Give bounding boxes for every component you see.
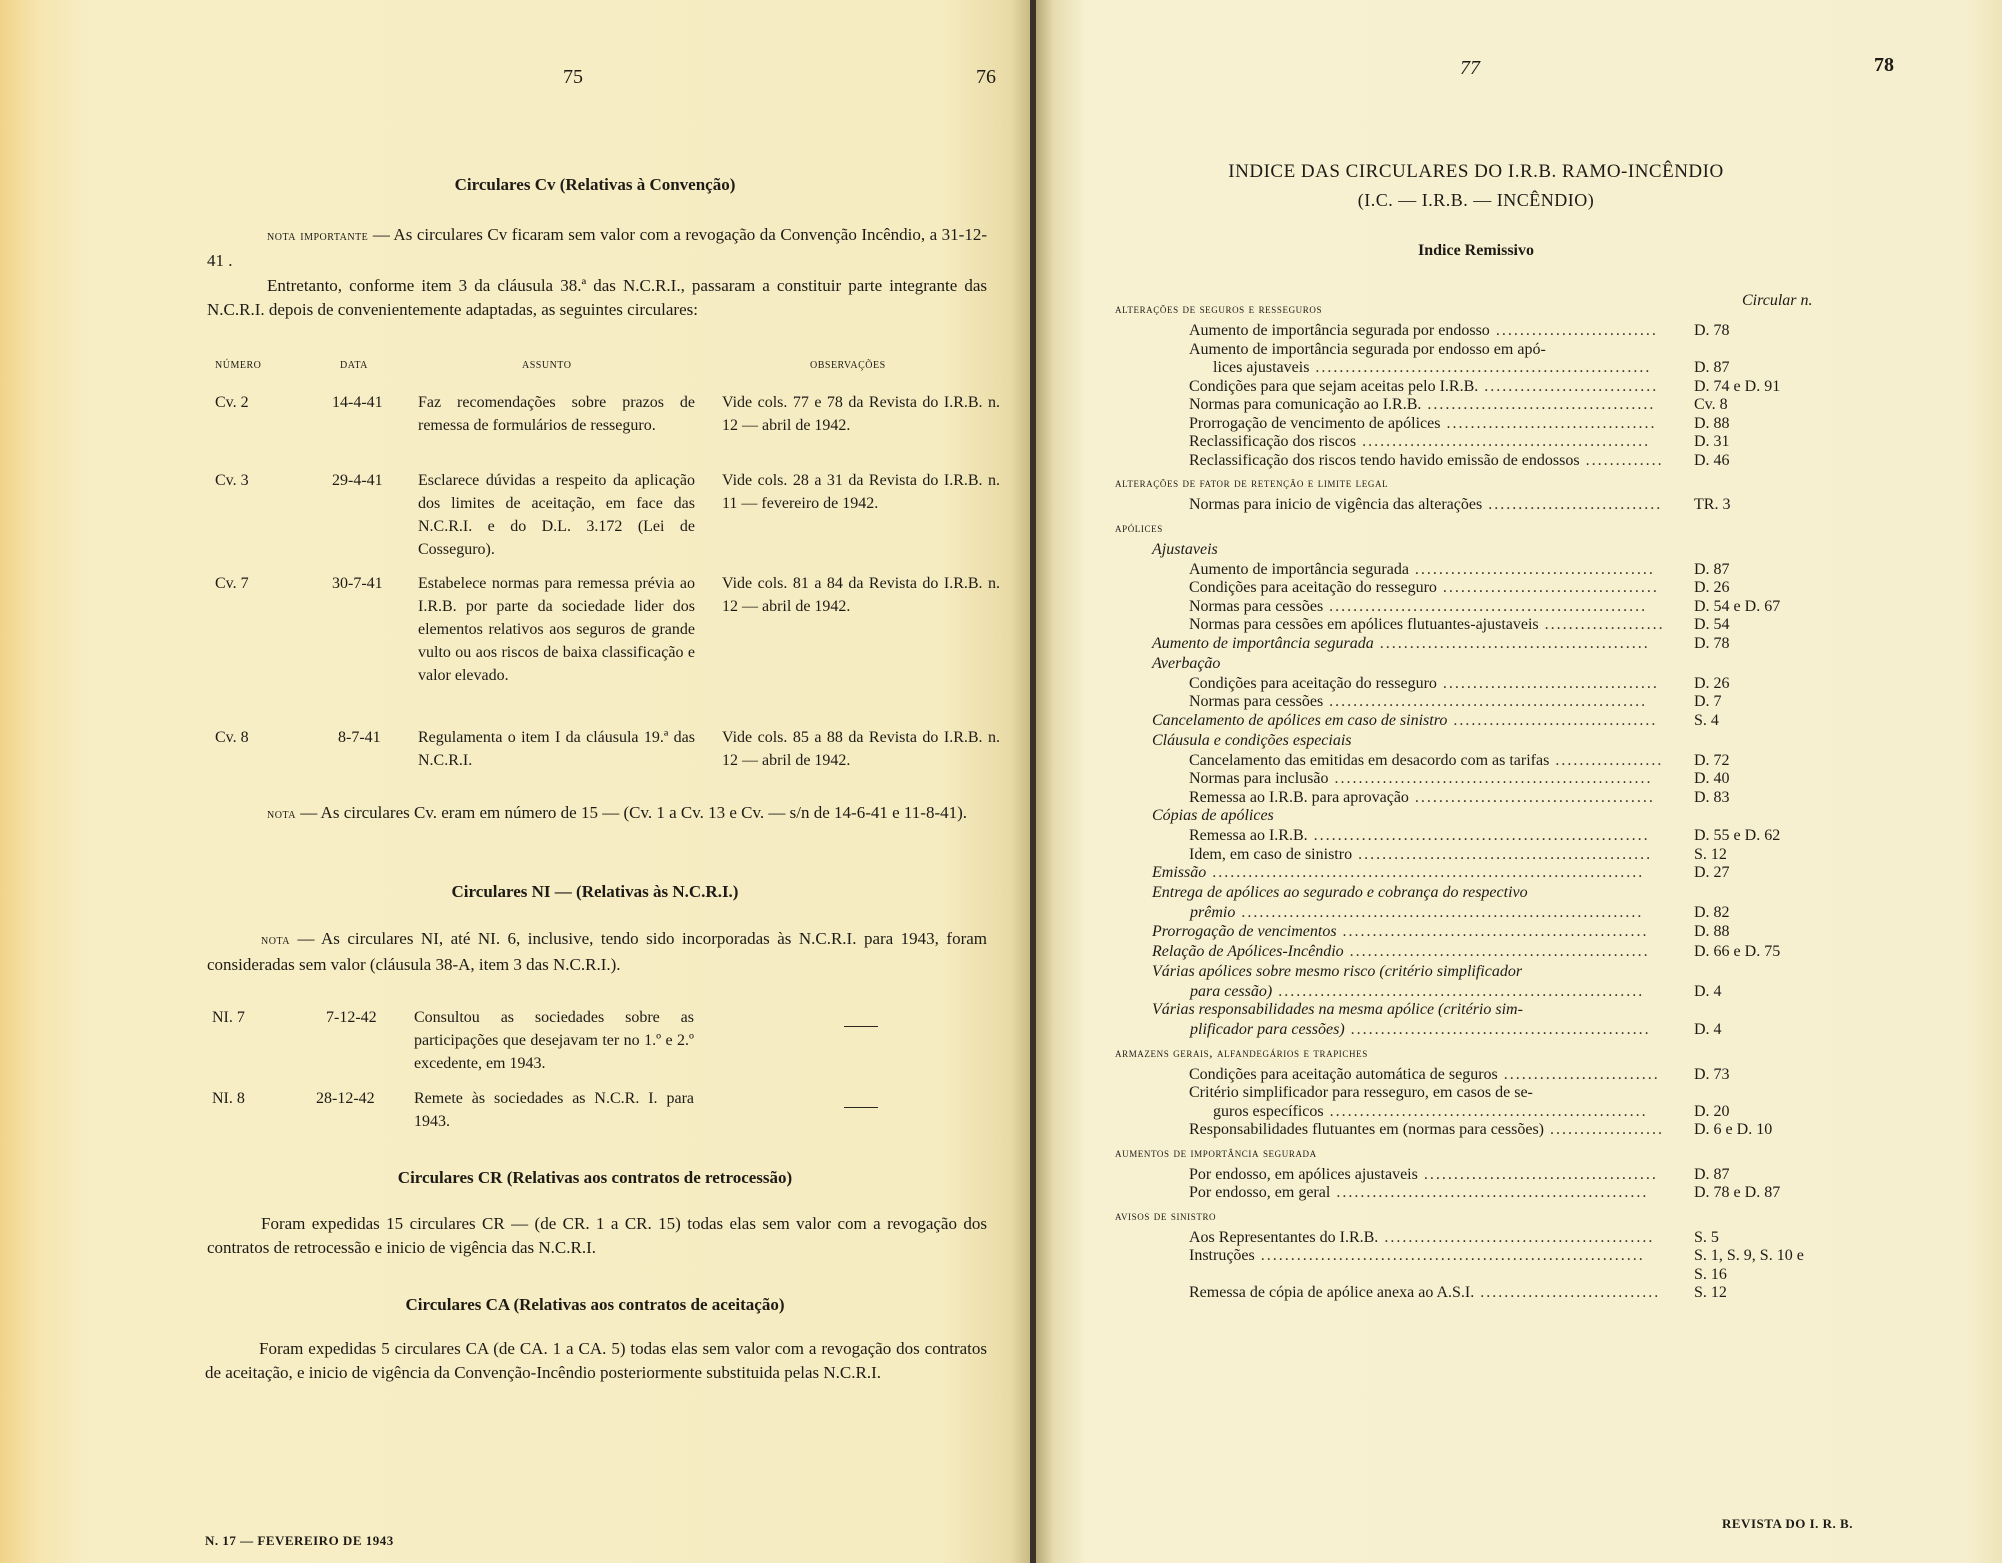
index-subsection — [1152, 864, 1644, 882]
index-subsection-continuation — [1190, 1021, 1651, 1039]
index-entry-text: prêmio — [1190, 904, 1236, 921]
cv-nota2-label: nota — [267, 807, 296, 822]
index-entry-text: Normas para cessões em apólices flutuantes-ajustaveis — [1189, 616, 1539, 633]
index-entry-text: Prorrogação de vencimento de apólices — [1189, 414, 1441, 432]
index-entry-text: apólices — [1115, 519, 1163, 535]
leader-dots: ................................... — [1440, 414, 1657, 432]
index-entry-text: Por endosso, em apólices ajustaveis — [1189, 1165, 1418, 1183]
index-circular-ref: D. 4 — [1694, 982, 1722, 1000]
leader-dots: ..................................................... — [1323, 1102, 1648, 1120]
col-header-observacoes: observações — [810, 357, 886, 372]
index-circular-ref: D. 31 — [1694, 433, 1730, 450]
index-entry — [1189, 675, 1659, 693]
index-entry — [1189, 846, 1652, 864]
index-entry-text: avisos de sinistro — [1115, 1207, 1217, 1223]
index-circular-ref: D. 27 — [1694, 864, 1730, 881]
leader-dots: .................................... — [1436, 579, 1659, 596]
leader-dots: ....................................... — [1417, 1165, 1658, 1183]
index-entry — [1189, 1284, 1660, 1302]
index-entry-text: guros específicos — [1213, 1102, 1324, 1120]
leader-dots: ............................. — [1482, 496, 1663, 513]
ni-nota — [207, 927, 987, 977]
col-header-numero: número — [215, 357, 262, 372]
index-entry — [1189, 1066, 1660, 1084]
circular-column-header: Circular n. — [1742, 292, 1813, 309]
ni-row-obs-dash — [844, 1017, 878, 1035]
leader-dots: ............................................................. — [1272, 982, 1645, 1000]
index-circular-ref: D. 66 e D. 75 — [1694, 942, 1781, 960]
index-entry-text: alterações de seguros e resseguros — [1115, 301, 1323, 316]
index-entry — [1189, 579, 1659, 597]
index-entry-text: aumentos de importância segurada — [1115, 1144, 1317, 1160]
index-entry-text: Remessa ao I.R.B. — [1189, 827, 1308, 844]
index-entry — [1189, 415, 1656, 433]
index-entry-text: Aumento de importância segurada por endosso — [1189, 322, 1490, 339]
ni-row-numero: NI. 7 — [212, 1009, 245, 1026]
index-subsection-continuation — [1190, 904, 1643, 922]
index-circular-ref: D. 26 — [1694, 674, 1730, 692]
index-entry-text: Aumento de importância segurada — [1189, 560, 1409, 578]
ni-nota-label: nota — [261, 933, 290, 948]
ni-row-assunto: Consultou as sociedades sobre as participações que desejavam ter no 1.º e 2.º excedente, em 1943. — [414, 1009, 694, 1072]
index-section-title — [1115, 300, 1322, 318]
index-entry — [1189, 378, 1658, 396]
index-entry — [1189, 1084, 1533, 1102]
index-entry — [1189, 1229, 1654, 1247]
ca-section-heading: Circulares CA (Relativas aos contratos de aceitação) — [405, 1295, 785, 1314]
index-entry-continuation — [1213, 359, 1651, 377]
index-entry-text: Reclassificação dos riscos — [1189, 433, 1357, 450]
index-circular-ref: D. 40 — [1694, 770, 1730, 787]
index-subsection — [1152, 807, 1274, 825]
index-entry-text: Várias apólices sobre mesmo risco (critério simplificador — [1152, 962, 1523, 980]
leader-dots: .................................................. — [1344, 1021, 1651, 1038]
index-section-title — [1115, 474, 1388, 492]
leader-dots: ........................... — [1489, 322, 1658, 339]
leader-dots: .................. — [1549, 751, 1664, 769]
index-circular-ref: D. 26 — [1694, 579, 1730, 596]
index-entry — [1189, 341, 1546, 359]
index-circular-ref: D. 78 e D. 87 — [1694, 1184, 1781, 1201]
index-entry-text: Reclassificação dos riscos tendo havido emissão de endossos — [1189, 451, 1580, 469]
index-circular-ref: D. 88 — [1694, 414, 1730, 432]
ni-row-numero: NI. 8 — [212, 1090, 245, 1107]
index-circular-ref: S. 5 — [1694, 1228, 1719, 1246]
index-subsection-continuation — [1190, 983, 1644, 1001]
index-subsection — [1152, 943, 1650, 961]
cv-row-data: 30-7-41 — [332, 575, 383, 592]
index-entry — [1189, 693, 1647, 711]
cv-row-data: 8-7-41 — [338, 729, 381, 746]
leader-dots: .......................... — [1497, 1065, 1660, 1083]
cr-section-text: Foram expedidas 15 circulares CR — (de CR. 1 a CR. 15) todas elas sem valor com a revogação dos contratos de retrocessão e inicio de vigência das N.C.R.I. — [207, 1214, 987, 1257]
leader-dots: .............................. — [1474, 1284, 1661, 1301]
cv-row-numero: Cv. 3 — [215, 472, 249, 489]
index-section-title — [1115, 1044, 1368, 1062]
index-entry-text: Cancelamento das emitidas em desacordo com as tarifas — [1189, 751, 1550, 769]
index-title: INDICE DAS CIRCULARES DO I.R.B. RAMO-INCÊNDIO — [1228, 161, 1724, 182]
cv-row-data: 14-4-41 — [332, 394, 383, 411]
page-footer-left: N. 17 — FEVEREIRO DE 1943 — [205, 1533, 394, 1548]
index-circular-ref: D. 54 e D. 67 — [1694, 597, 1781, 615]
index-entry-text: Cancelamento de apólices em caso de sinistro — [1152, 711, 1448, 729]
ca-section-text: Foram expedidas 5 circulares CA (de CA. 1 a CA. 5) todas elas sem valor com a revogação dos contratos de aceitação, e inicio de vigência da Convenção-Incêndio posteriormente substituida pelas N.C.R.I. — [205, 1339, 987, 1382]
cv-row-obs: Vide cols. 28 a 31 da Revista do I.R.B. n. 11 — fevereiro de 1942. — [722, 472, 1000, 512]
index-entry-text: Relação de Apólices-Incêndio — [1152, 942, 1344, 960]
index-entry-continuation — [1213, 1103, 1648, 1121]
index-entry-text: Remessa de cópia de apólice anexa ao A.S.I. — [1189, 1284, 1475, 1301]
index-entry-text: Emissão — [1152, 864, 1207, 881]
cv-row-data: 29-4-41 — [332, 472, 383, 489]
leader-dots: ........................................ — [1408, 560, 1655, 578]
index-entry — [1189, 752, 1663, 770]
page-number-78: 78 — [1874, 54, 1894, 76]
leader-dots: .................................................... — [1330, 1184, 1649, 1201]
cv-row-numero: Cv. 2 — [215, 394, 249, 411]
leader-dots: .................... — [1538, 616, 1665, 633]
cv-nota-text: — As circulares Cv ficaram sem valor com a revogação da Convenção Incêndio, a 31-12-41 . — [207, 225, 988, 270]
index-subsection — [1152, 1001, 1523, 1019]
leader-dots: ........................................ — [1408, 788, 1655, 806]
index-entry-text: Ajustaveis — [1152, 540, 1218, 558]
leader-dots: ................................................................... — [1235, 904, 1644, 921]
index-circular-ref: S. 12 — [1694, 1284, 1727, 1301]
index-entry — [1189, 433, 1650, 451]
index-section-title — [1115, 1207, 1216, 1225]
leader-dots: ..................................................... — [1328, 770, 1653, 787]
index-entry — [1189, 322, 1658, 340]
index-subsection — [1152, 655, 1220, 673]
index-entry-text: Entrega de apólices ao segurado e cobrança do respectivo — [1152, 884, 1528, 901]
leader-dots: ..................................................... — [1323, 597, 1648, 615]
leader-dots: ............. — [1579, 451, 1664, 469]
cv-row-assunto: Esclarece dúvidas a respeito da aplicação dos limites de aceitação, em face das N.C.R.I. e do D.L. 3.172 (Lei de Cosseguro). — [418, 472, 695, 558]
index-entry — [1189, 452, 1664, 470]
index-subsection — [1152, 712, 1657, 730]
leader-dots: .................................... — [1436, 674, 1659, 692]
index-circular-ref: D. 83 — [1694, 788, 1730, 806]
index-entry-text: para cessão) — [1190, 982, 1273, 1000]
cv-section-heading: Circulares Cv (Relativas à Convenção) — [454, 175, 736, 194]
index-subsection — [1152, 923, 1649, 941]
index-entry-text: Várias responsabilidades na mesma apólice (critério sim- — [1152, 1001, 1523, 1018]
ni-row-assunto: Remete às sociedades as N.C.R. I. para 1943. — [414, 1090, 694, 1130]
index-circular-ref: S. 1, S. 9, S. 10 e — [1694, 1247, 1804, 1264]
index-title-subline: (I.C. — I.R.B. — INCÊNDIO) — [1357, 190, 1595, 210]
index-entry-text: Normas para inicio de vigência das alterações — [1189, 496, 1483, 513]
leader-dots: ............................................. — [1378, 1228, 1655, 1246]
index-entry — [1189, 561, 1655, 579]
leader-dots: ................... — [1544, 1121, 1665, 1138]
index-entry — [1189, 616, 1665, 634]
leader-dots: ................................................ — [1356, 433, 1651, 450]
index-entry — [1189, 827, 1650, 845]
leader-dots: .................................................. — [1343, 942, 1650, 960]
ni-nota-text: — As circulares NI, até NI. 6, inclusive, tendo sido incorporadas às N.C.R.I. para 1943, foram consideradas sem valor (cláusula 38-A, item 3 das N.C.R.I.). — [207, 929, 987, 974]
cv-row-numero: Cv. 8 — [215, 729, 249, 746]
page-number-77: 77 — [1460, 57, 1480, 79]
index-entry — [1189, 1247, 1645, 1265]
index-entry — [1189, 1166, 1658, 1184]
leader-dots: ................................................................ — [1254, 1247, 1645, 1264]
cv-row-numero: Cv. 7 — [215, 575, 249, 592]
leader-dots: ...................................... — [1421, 396, 1656, 413]
leader-dots: ..................................................... — [1323, 693, 1648, 710]
index-entry-text: Responsabilidades flutuantes em (normas para cessões) — [1189, 1121, 1545, 1138]
index-entry-text: Averbação — [1152, 654, 1221, 672]
cv-row-obs: Vide cols. 77 e 78 da Revista do I.R.B. n. 12 — abril de 1942. — [722, 394, 1000, 434]
page-number-76: 76 — [976, 66, 996, 88]
index-circular-ref: D. 74 e D. 91 — [1694, 377, 1781, 395]
index-entry-text: lices ajustaveis — [1213, 359, 1310, 376]
leader-dots: ........................................................ — [1309, 359, 1652, 376]
index-subsection — [1152, 732, 1352, 750]
index-entry-text: Aumento de importância segurada — [1152, 634, 1374, 652]
index-subsection — [1152, 963, 1522, 981]
leader-dots: ................................................. — [1352, 845, 1653, 863]
index-entry-text: Normas para cessões — [1189, 597, 1324, 615]
index-circular-ref: D. 72 — [1694, 751, 1730, 769]
index-entry-text: Condições para que sejam aceitas pelo I.R.B. — [1189, 377, 1479, 395]
ni-section-heading: Circulares NI — (Relativas às N.C.R.I.) — [451, 882, 739, 901]
index-entry-text: Condições para aceitação automática de seguros — [1189, 1065, 1498, 1083]
index-entry — [1189, 496, 1662, 514]
index-entry-text: Aumento de importância segurada por endosso em apó- — [1189, 340, 1546, 358]
page-footer-right: REVISTA DO I. R. B. — [1722, 1516, 1853, 1531]
index-circular-ref: D. 6 e D. 10 — [1694, 1121, 1773, 1138]
cv-nota — [207, 223, 987, 273]
leader-dots: ............................................. — [1373, 634, 1650, 652]
cv-nota2-text: — As circulares Cv. eram em número de 15 — (Cv. 1 a Cv. 13 e Cv. — s/n de 14-6-41 e 11-8-41). — [300, 803, 968, 822]
cv-row-obs: Vide cols. 81 a 84 da Revista do I.R.B. n. 12 — abril de 1942. — [722, 575, 1000, 615]
index-circular-ref: D. 88 — [1694, 922, 1730, 940]
index-entry — [1189, 1184, 1648, 1202]
index-entry-text: plificador para cessões) — [1190, 1021, 1345, 1038]
index-subtitle: Indice Remissivo — [1418, 242, 1534, 259]
index-entry-text: Instruções — [1189, 1247, 1255, 1264]
index-section-title — [1115, 519, 1163, 537]
index-entry-text: Condições para aceitação do resseguro — [1189, 674, 1437, 692]
cv-nota2 — [207, 801, 987, 827]
page-number-75: 75 — [563, 66, 583, 88]
index-entry-text: Cláusula e condições especiais — [1152, 731, 1352, 749]
index-circular-ref: D. 55 e D. 62 — [1694, 827, 1781, 844]
index-entry — [1189, 789, 1655, 807]
leader-dots: ........................................................................ — [1206, 864, 1645, 881]
index-circular-ref: D. 54 — [1694, 616, 1730, 633]
index-circular-ref: D. 20 — [1694, 1102, 1730, 1120]
cv-row-obs: Vide cols. 85 a 88 da Revista do I.R.B. n. 12 — abril de 1942. — [722, 729, 1000, 769]
col-header-assunto: assunto — [522, 357, 572, 372]
index-subsection — [1152, 635, 1650, 653]
leader-dots: ............................. — [1478, 377, 1659, 395]
ni-row-data: 7-12-42 — [326, 1009, 377, 1026]
index-circular-ref: D. 7 — [1694, 693, 1722, 710]
index-entry — [1189, 1121, 1664, 1139]
index-circular-ref: S. 4 — [1694, 711, 1719, 729]
index-entry-text: Cópias de apólices — [1152, 807, 1274, 824]
index-section-title — [1115, 1144, 1317, 1162]
index-circular-ref: D. 87 — [1694, 359, 1730, 376]
index-subsection — [1152, 884, 1528, 902]
leader-dots: ................................................... — [1336, 922, 1649, 940]
index-circular-ref: D. 73 — [1694, 1065, 1730, 1083]
index-circular-ref: D. 46 — [1694, 451, 1730, 469]
index-entry-text: armazens gerais, alfandegários e trapiches — [1115, 1044, 1368, 1060]
index-entry-text: Prorrogação de vencimentos — [1152, 922, 1337, 940]
index-entry — [1189, 396, 1655, 414]
cv-row-assunto: Regulamenta o item I da cláusula 19.ª das N.C.R.I. — [418, 729, 695, 769]
col-header-data: data — [340, 357, 368, 372]
cv-row-assunto: Estabelece normas para remessa prévia ao I.R.B. por parte da sociedade lider dos elementos relativos aos seguros de grande vulto ou aos riscos de baixa classificação e valor elevado. — [418, 575, 695, 684]
right-page — [1036, 0, 2002, 1563]
index-circular-ref: Cv. 8 — [1694, 396, 1728, 413]
cv-paragraph: Entretanto, conforme item 3 da cláusula 38.ª das N.C.R.I., passaram a constituir parte integrante das N.C.R.I. depois de convenientemente adaptadas, as seguintes circulares: — [207, 276, 987, 319]
index-entry-text: Critério simplificador para resseguro, em casos de se- — [1189, 1084, 1533, 1101]
index-circular-ref: D. 82 — [1694, 904, 1730, 921]
index-circular-ref: S. 16 — [1694, 1265, 1727, 1283]
cr-section-heading: Circulares CR (Relativas aos contratos de retrocessão) — [397, 1168, 793, 1187]
index-circular-ref: D. 78 — [1694, 634, 1730, 652]
index-subsection — [1152, 541, 1218, 559]
index-circular-ref: TR. 3 — [1694, 496, 1731, 513]
ni-row-obs-dash — [844, 1098, 878, 1116]
index-entry-text: Por endosso, em geral — [1189, 1184, 1331, 1201]
index-circular-ref: D. 87 — [1694, 560, 1730, 578]
index-circular-ref: D. 78 — [1694, 322, 1730, 339]
index-circular-ref: D. 87 — [1694, 1165, 1730, 1183]
ni-row-data: 28-12-42 — [316, 1090, 375, 1107]
index-circular-ref: D. 4 — [1694, 1021, 1722, 1038]
index-entry-text: Aos Representantes do I.R.B. — [1189, 1228, 1379, 1246]
cv-nota-label: nota importante — [267, 229, 369, 244]
index-entry-text: Remessa ao I.R.B. para aprovação — [1189, 788, 1409, 806]
leader-dots: ........................................................ — [1307, 827, 1650, 844]
index-entry-text: Condições para aceitação do resseguro — [1189, 579, 1437, 596]
cv-row-assunto: Faz recomendações sobre prazos de remessa de formulários de resseguro. — [418, 394, 695, 434]
index-entry-text: alterações de fator de retenção e limite legal — [1115, 475, 1389, 490]
leader-dots: .................................. — [1447, 711, 1658, 729]
index-entry-text: Normas para cessões — [1189, 693, 1324, 710]
index-entry — [1189, 598, 1647, 616]
index-entry — [1189, 770, 1653, 788]
index-circular-ref: S. 12 — [1694, 845, 1727, 863]
index-entry-text: Normas para comunicação ao I.R.B. — [1189, 396, 1422, 413]
index-entry-text: Idem, em caso de sinistro — [1189, 845, 1353, 863]
index-entry-text: Normas para inclusão — [1189, 770, 1329, 787]
